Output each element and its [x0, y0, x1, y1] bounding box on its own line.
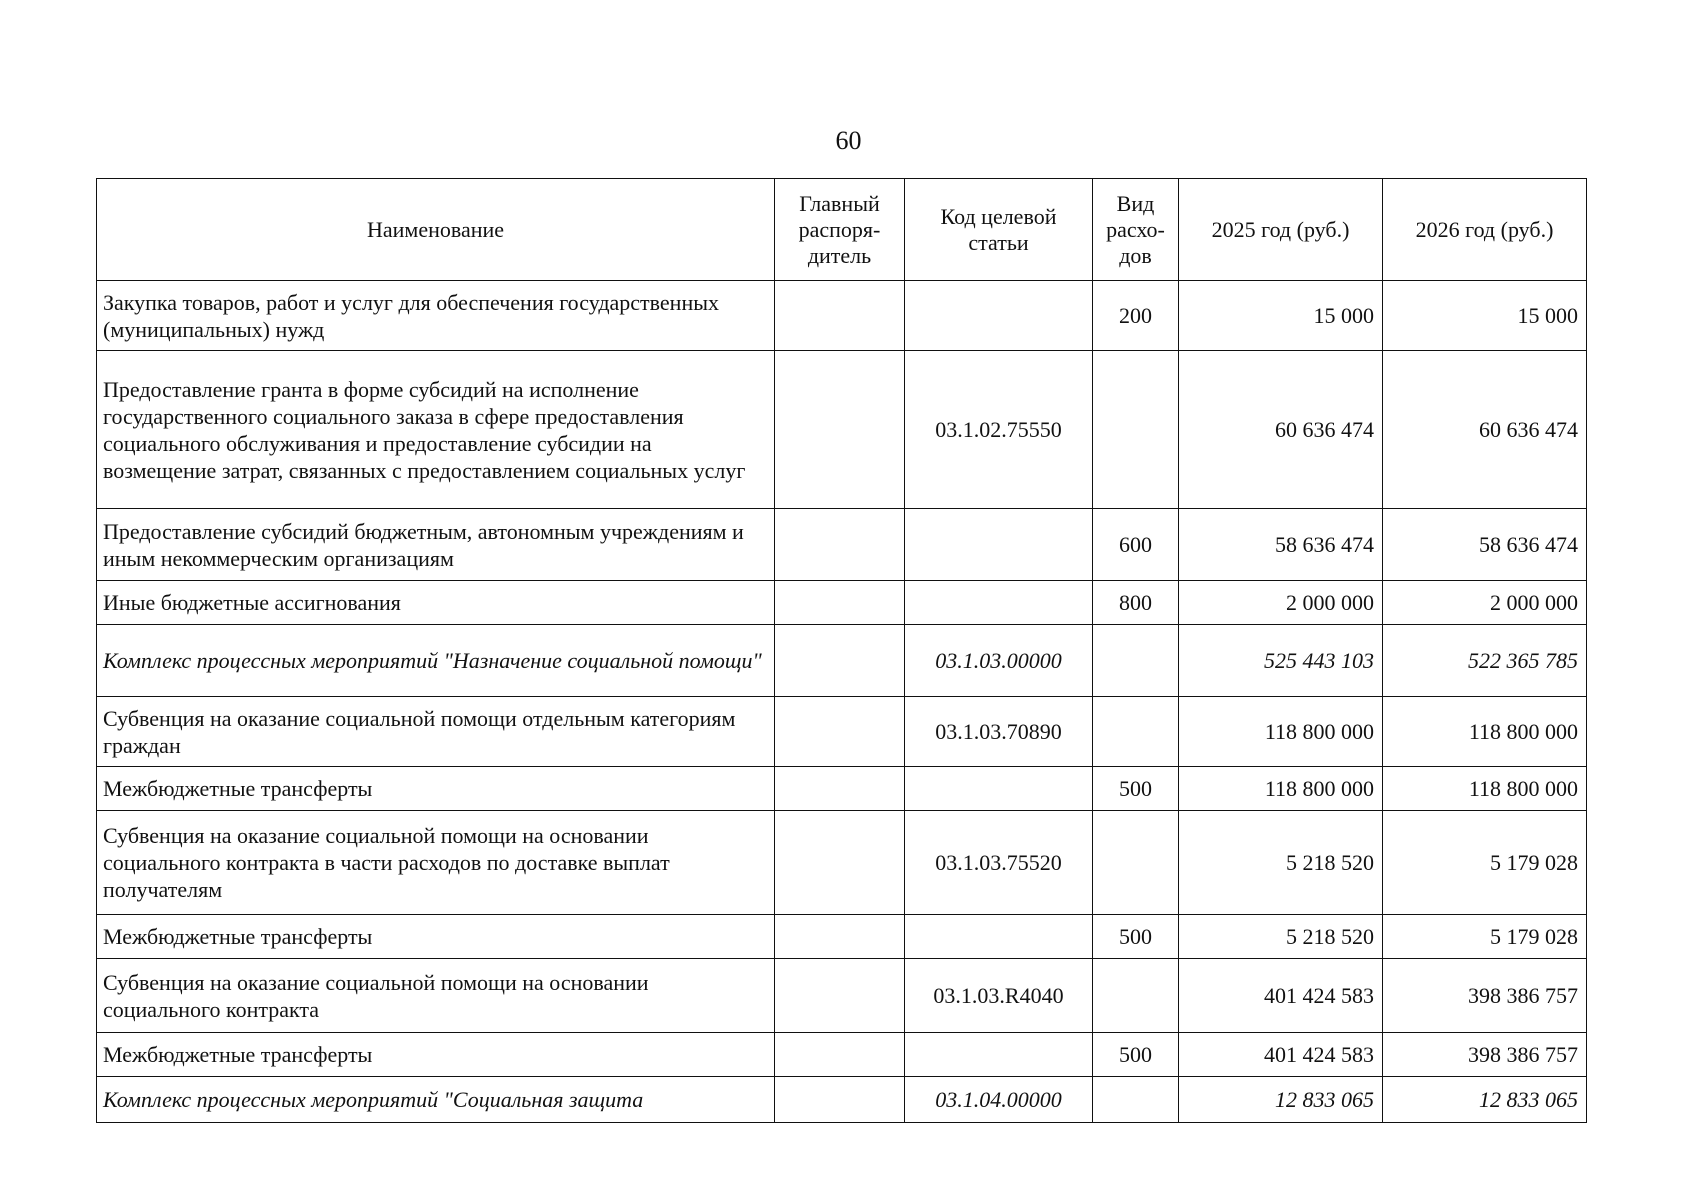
row-kind: [1093, 959, 1179, 1033]
row-kind: 800: [1093, 581, 1179, 625]
row-code: [905, 509, 1093, 581]
row-year-2026: 15 000: [1383, 281, 1587, 351]
row-manager: [775, 959, 905, 1033]
row-manager: [775, 915, 905, 959]
row-year-2025: 401 424 583: [1179, 959, 1383, 1033]
row-manager: [775, 351, 905, 509]
row-year-2025: 5 218 520: [1179, 811, 1383, 915]
page-number: 60: [835, 126, 862, 155]
row-manager: [775, 509, 905, 581]
row-year-2025: 118 800 000: [1179, 697, 1383, 767]
row-name: Субвенция на оказание социальной помощи на основании социального контракта в части расходов по доставке выплат получателям: [97, 811, 775, 915]
header-year-2025: 2025 год (руб.): [1179, 179, 1383, 281]
table-row: [97, 915, 1587, 959]
row-kind: 500: [1093, 1033, 1179, 1077]
row-name: Субвенция на оказание социальной помощи отдельным категориям граждан: [97, 697, 775, 767]
row-manager: [775, 811, 905, 915]
row-kind: [1093, 1077, 1179, 1123]
row-name: Иные бюджетные ассигнования: [97, 581, 775, 625]
header-manager: Главный распоря-дитель: [775, 179, 905, 281]
header-kind: Вид расхо-дов: [1093, 179, 1179, 281]
table-row: [97, 509, 1587, 581]
row-code: 03.1.03.70890: [905, 697, 1093, 767]
row-year-2026: 5 179 028: [1383, 915, 1587, 959]
row-code: [905, 767, 1093, 811]
row-manager: [775, 625, 905, 697]
row-code: 03.1.03.00000: [905, 625, 1093, 697]
row-year-2026: 60 636 474: [1383, 351, 1587, 509]
row-manager: [775, 767, 905, 811]
row-name: Межбюджетные трансферты: [97, 767, 775, 811]
row-code: [905, 581, 1093, 625]
row-name: Межбюджетные трансферты: [97, 1033, 775, 1077]
table-row: [97, 281, 1587, 351]
row-year-2025: 15 000: [1179, 281, 1383, 351]
row-name: Предоставление гранта в форме субсидий на исполнение государственного социального заказа в сфере предоставления социального обслуживания и предоставление субсидии на возмещение затрат, связанных с предоставлением социальных услуг: [97, 351, 775, 509]
row-manager: [775, 581, 905, 625]
row-manager: [775, 697, 905, 767]
row-manager: [775, 281, 905, 351]
row-code: [905, 281, 1093, 351]
table-row: [97, 959, 1587, 1033]
table-row: [97, 1033, 1587, 1077]
table-row: [97, 351, 1587, 509]
row-kind: [1093, 811, 1179, 915]
row-kind: 500: [1093, 915, 1179, 959]
row-kind: 500: [1093, 767, 1179, 811]
row-year-2026: 398 386 757: [1383, 959, 1587, 1033]
row-year-2025: 401 424 583: [1179, 1033, 1383, 1077]
row-manager: [775, 1033, 905, 1077]
row-year-2026: 522 365 785: [1383, 625, 1587, 697]
table-row: [97, 767, 1587, 811]
table-row: [97, 625, 1587, 697]
table-row: [97, 697, 1587, 767]
row-name: Закупка товаров, работ и услуг для обеспечения государственных (муниципальных) нужд: [97, 281, 775, 351]
row-code: 03.1.02.75550: [905, 351, 1093, 509]
row-year-2026: 58 636 474: [1383, 509, 1587, 581]
table-header-row: [97, 179, 1587, 281]
row-name: Предоставление субсидий бюджетным, автономным учреждениям и иным некоммерческим организациям: [97, 509, 775, 581]
row-year-2026: 118 800 000: [1383, 767, 1587, 811]
table-row: [97, 581, 1587, 625]
row-name: Межбюджетные трансферты: [97, 915, 775, 959]
row-year-2025: 2 000 000: [1179, 581, 1383, 625]
row-year-2026: 118 800 000: [1383, 697, 1587, 767]
row-code: 03.1.04.00000: [905, 1077, 1093, 1123]
row-kind: [1093, 351, 1179, 509]
row-name: Комплекс процессных мероприятий "Назначение социальной помощи": [97, 625, 775, 697]
table-row: [97, 1077, 1587, 1123]
row-year-2025: 525 443 103: [1179, 625, 1383, 697]
row-code: 03.1.03.R4040: [905, 959, 1093, 1033]
row-name: Комплекс процессных мероприятий "Социальная защита: [97, 1077, 775, 1123]
header-code: Код целевой статьи: [905, 179, 1093, 281]
row-year-2025: 60 636 474: [1179, 351, 1383, 509]
row-kind: 200: [1093, 281, 1179, 351]
row-year-2026: 2 000 000: [1383, 581, 1587, 625]
row-kind: [1093, 625, 1179, 697]
row-kind: 600: [1093, 509, 1179, 581]
row-year-2025: 5 218 520: [1179, 915, 1383, 959]
table-row: [97, 811, 1587, 915]
header-year-2026: 2026 год (руб.): [1383, 179, 1587, 281]
row-year-2026: 12 833 065: [1383, 1077, 1587, 1123]
budget-table: [96, 178, 1587, 1123]
row-year-2025: 58 636 474: [1179, 509, 1383, 581]
row-code: 03.1.03.75520: [905, 811, 1093, 915]
row-year-2026: 5 179 028: [1383, 811, 1587, 915]
row-year-2026: 398 386 757: [1383, 1033, 1587, 1077]
row-year-2025: 12 833 065: [1179, 1077, 1383, 1123]
row-code: [905, 915, 1093, 959]
row-kind: [1093, 697, 1179, 767]
row-name: Субвенция на оказание социальной помощи на основании социального контракта: [97, 959, 775, 1033]
row-manager: [775, 1077, 905, 1123]
header-name: Наименование: [97, 179, 775, 281]
table-body: [97, 281, 1587, 1123]
row-year-2025: 118 800 000: [1179, 767, 1383, 811]
row-code: [905, 1033, 1093, 1077]
